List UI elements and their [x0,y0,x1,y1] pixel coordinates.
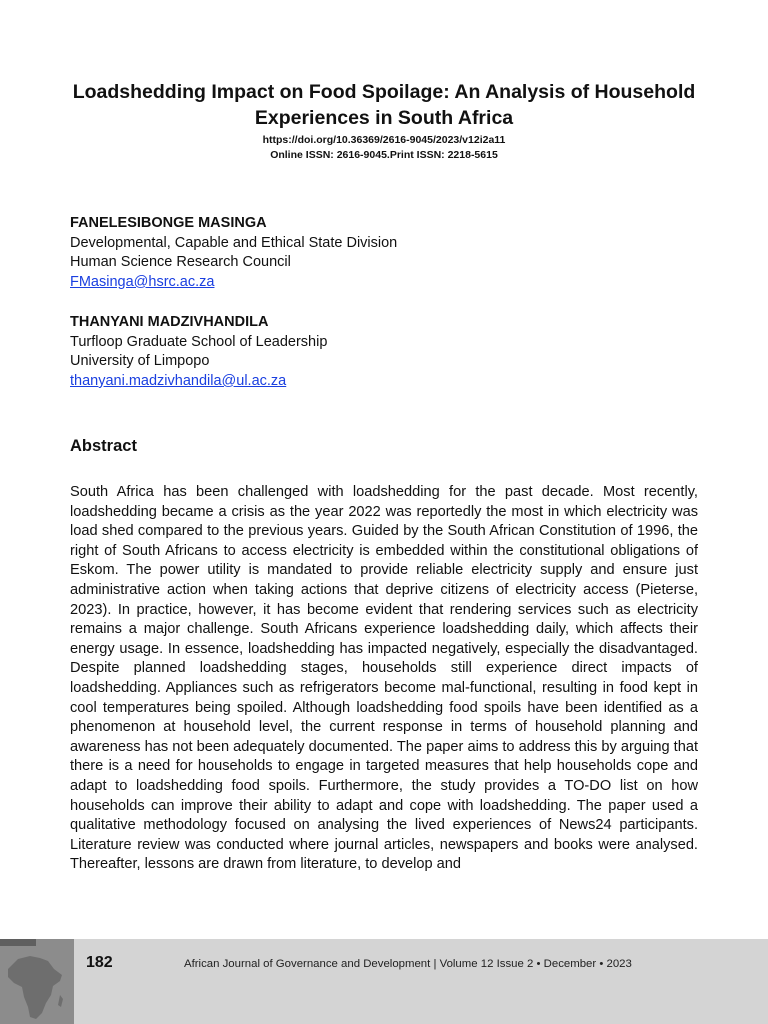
issn: Online ISSN: 2616-9045.Print ISSN: 2218-5615 [270,149,498,161]
paper-title: Loadshedding Impact on Food Spoilage: An Analysis of Household Experiences in South Africa [72,81,696,129]
footer-map-panel [0,939,74,1024]
author-email-link[interactable]: FMasinga@hsrc.ac.za [70,273,215,290]
author-affiliation: Developmental, Capable and Ethical State Division [70,234,398,251]
author-affiliation: Human Science Research Council [70,254,291,271]
author-email-link[interactable]: thanyani.madzivhandila@ul.ac.za [70,372,287,389]
author-affiliation: University of Limpopo [70,353,210,370]
page-footer [0,939,768,1024]
author-block [70,313,327,391]
doi: https://doi.org/10.36369/2616-9045/2023/v12i2a11 [262,134,506,146]
abstract-body: South Africa has been challenged with loadshedding for the past decade. Most recently, loadshedding became a crisis as the year 2022 was reportedly the most in which electricity was load shed compared to the previous years. Guided by the South African Constitution of 1996, the right of South Africans to access electricity is embedded within the constitutional obligations of Eskom. The power utility is mandated to provide reliable electricity supply and ensure just administrative action when taking actions that deprive citizens of electricity access (Pieterse, 2023). In practice, however, it has become evident that rendering services such as electricity remains a major challenge. South Africans experience loadshedding daily, which affects their energy usage. In essence, loadshedding has impacted negatively, especially the disadvantaged. Despite planned loadshedding stages, households still experience direct impacts of loadshedding. Appliances such as refrigerators become mal-functional, resulting in food kept in cool temperatures being spoiled. Although loadshedding food spoils have been identified as a phenomenon at household level, the current response in terms of household planning and awareness has not been adequately documented. The paper aims to address this by arguing that there is a need for households to engage in targeted measures that help households cope and adapt to loadshedding food spoils. Furthermore, the study provides a TO-DO list on how households can improve their ability to adapt and cope with loadshedding. The paper used a qualitative methodology focused on analysing the lived experiences of News24 participants. Literature review was conducted where journal articles, newspapers and books were analysed. Thereafter, lessons are drawn from literature, to develop and [70,484,698,873]
abstract-heading: Abstract [70,437,137,455]
africa-map-icon [4,951,70,1023]
footer-band [0,939,36,946]
author-block [70,214,397,292]
page-number: 182 [86,954,113,971]
author-name: FANELESIBONGE MASINGA [70,215,267,231]
author-name: THANYANI MADZIVHANDILA [70,314,269,330]
author-affiliation: Turfloop Graduate School of Leadership [70,333,328,350]
journal-info: African Journal of Governance and Development | Volume 12 Issue 2 • December • 2023 [184,958,632,970]
